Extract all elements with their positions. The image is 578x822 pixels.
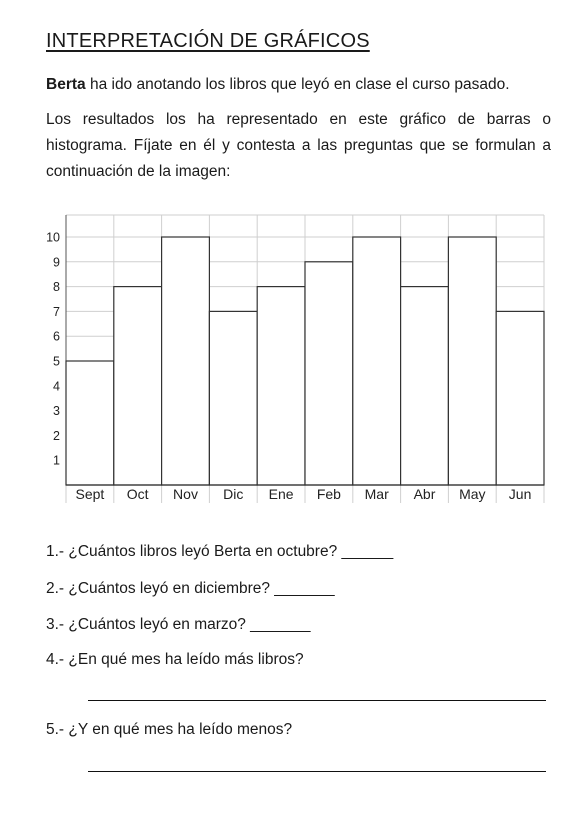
- y-tick-label: 8: [53, 280, 60, 295]
- intro-paragraph-2: Los resultados los ha representado en este gráfico de barras o histograma. Fíjate en él y contesta a las preguntas que se formulan a continuación de la imagen:: [46, 111, 551, 180]
- bar-jun: [496, 311, 544, 485]
- x-tick-label: Feb: [316, 486, 341, 502]
- bar-mar: [353, 237, 401, 485]
- y-tick-label: 2: [53, 428, 60, 443]
- question-5: 5.- ¿Y en qué mes ha leído menos?: [46, 721, 293, 738]
- question-4: 4.- ¿En qué mes ha leído más libros?: [46, 651, 304, 668]
- bar-feb: [305, 262, 353, 485]
- y-tick-label: 4: [53, 379, 60, 394]
- y-tick-label: 3: [53, 404, 60, 419]
- intro-sentence: ha ido anotando los libros que leyó en clase el curso pasado.: [85, 76, 510, 93]
- bar-nov: [162, 237, 210, 485]
- x-tick-label: Mar: [364, 486, 389, 502]
- y-tick-label: 7: [53, 304, 60, 319]
- question-3: 3.- ¿Cuántos leyó en marzo? _______: [46, 616, 311, 633]
- bar-ene: [257, 287, 305, 485]
- bar-may: [448, 237, 496, 485]
- x-tick-label: Dic: [223, 486, 244, 502]
- x-tick-label: Sept: [75, 486, 105, 502]
- question-2: 2.- ¿Cuántos leyó en diciembre? _______: [46, 580, 335, 597]
- x-tick-label: Abr: [413, 486, 436, 502]
- x-tick-label: May: [459, 486, 486, 502]
- page-title: INTERPRETACIÓN DE GRÁFICOS: [46, 30, 370, 52]
- y-tick-label: 6: [53, 329, 60, 344]
- answer-line-5[interactable]: [88, 771, 546, 772]
- x-tick-label: Jun: [508, 486, 532, 502]
- y-tick-label: 5: [53, 354, 60, 369]
- bar-dic: [209, 311, 257, 485]
- x-tick-label: Nov: [173, 486, 198, 502]
- bar-oct: [114, 287, 162, 485]
- question-1: 1.- ¿Cuántos libros leyó Berta en octubre? ______: [46, 543, 394, 560]
- student-name: Berta: [46, 76, 86, 93]
- bar-sept: [66, 361, 114, 485]
- x-tick-label: Ene: [268, 486, 294, 502]
- bar-abr: [401, 287, 449, 485]
- y-tick-label: 9: [53, 255, 60, 270]
- y-tick-label: 10: [46, 230, 60, 245]
- y-tick-label: 1: [53, 453, 60, 468]
- x-tick-label: Oct: [126, 486, 149, 502]
- answer-line-4[interactable]: [88, 700, 546, 701]
